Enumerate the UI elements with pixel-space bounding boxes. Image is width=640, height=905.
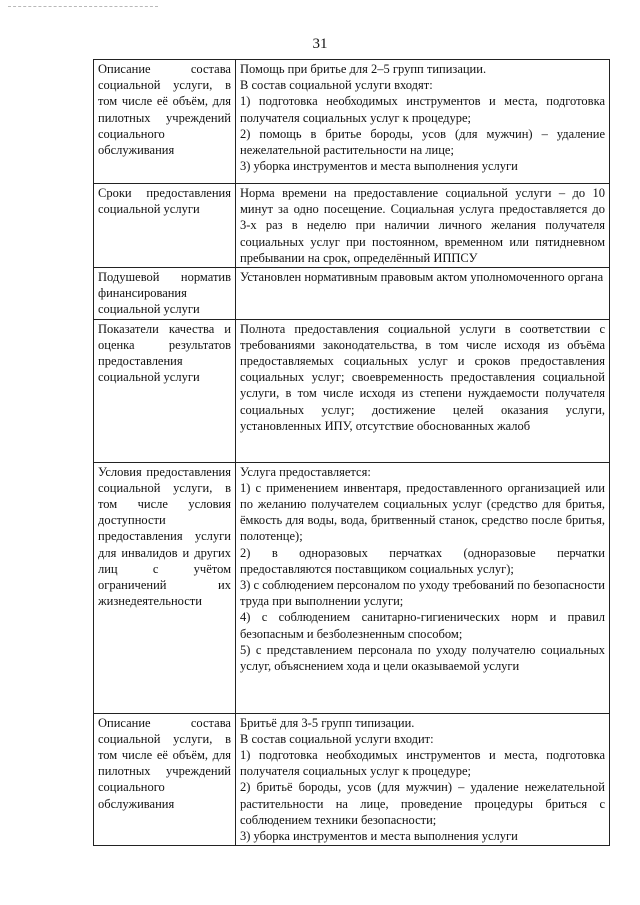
table-row (94, 60, 610, 184)
row-label: Показатели качества и оценка результатов предоставления социальной услуги (98, 321, 231, 385)
row-description-cell (236, 184, 610, 268)
description-paragraph: 2) помощь в бритье бороды, усов (для мужчин) – удаление нежелательной растительности на лице; (240, 126, 605, 158)
description-paragraph: 1) подготовка необходимых инструментов и места, подготовка получателя социальных услуг к процедуре; (240, 94, 605, 125)
table-row (94, 713, 610, 846)
row-label-cell (94, 319, 236, 462)
row-description-cell (236, 462, 610, 713)
row-label: Сроки предоставления социальной услуги (98, 186, 231, 217)
description-paragraph: 1) с применением инвентаря, предоставленного организацией или по желанию получателем социальных услуг (средство для бритья, ёмкость для воды, вода, бритвенный станок, средство после бритья, полотенце); (240, 480, 605, 544)
table-row (94, 268, 610, 320)
description-paragraph: Бритьё для 3-5 групп типизации. (240, 715, 415, 730)
description-paragraph: Полнота предоставления социальной услуги в соответствии с требованиями законодательства, в том числе исходя из объёма предоставляемых социальных услуг и сроков предоставления социальных услуг; своевременность предоставления социальной услуги, в том числе исходя из степени нуждаемости получателя социальных услуг; достижение целей оказания услуги, установленных ИПУ, отсутствие обоснованных жалоб (240, 321, 605, 433)
description-paragraph: 1) подготовка необходимых инструментов и места, подготовка получателя социальных услуг к процедуре; (240, 748, 605, 779)
row-description-cell (236, 268, 610, 320)
row-label: Описание состава социальной услуги, в том числе её объём, для пилотных учреждений социального обслуживания (98, 715, 231, 811)
description-paragraph: 3) с соблюдением персоналом по уходу требований по безопасности труда при выполнении услуги; (240, 578, 605, 609)
service-standard-table (93, 59, 610, 846)
description-paragraph: 4) с соблюдением санитарно-гигиенических норм и правил безопасным и безболезненным способом; (240, 610, 605, 641)
description-paragraph: Установлен нормативным правовым актом уполномоченного органа (240, 270, 604, 285)
row-label: Подушевой норматив финансирования социальной услуги (98, 270, 231, 317)
row-label-cell (94, 462, 236, 713)
scan-edge-marks (8, 6, 158, 13)
description-paragraph: В состав социальной услуги входит: (240, 731, 434, 746)
row-label-cell (94, 268, 236, 320)
description-paragraph: 2) бритьё бороды, усов (для мужчин) – удаление нежелательной растительности на лице, проведение процедуры бриться с соблюдением техники безопасности; (240, 780, 605, 827)
description-paragraph: 2) в одноразовых перчатках (одноразовые перчатки предоставляются поставщиком социальных услуг); (240, 545, 605, 576)
table-row (94, 184, 610, 268)
row-description-cell (236, 713, 610, 846)
description-paragraph: Услуга предоставляется: (240, 464, 371, 479)
description-paragraph: В состав социальной услуги входят: (240, 78, 433, 93)
row-label-cell (94, 184, 236, 268)
row-description-cell (236, 60, 610, 184)
row-label: Описание состава социальной услуги, в том числе её объём, для пилотных учреждений социального обслуживания (98, 62, 231, 158)
row-label-cell (94, 60, 236, 184)
description-paragraph: 3) уборка инструментов и места выполнения услуги (240, 159, 518, 174)
table-body (94, 60, 610, 846)
description-paragraph: Помощь при бритье для 2–5 групп типизации. (240, 62, 487, 76)
row-label: Условия предоставления социальной услуги, в том числе условия доступности предоставления услуги для инвалидов и других лиц с учётом ограничений их жизнедеятельности (98, 464, 231, 609)
description-paragraph: 5) с представлением персонала по уходу получателю социальных услуг, объяснением хода и цели оказываемой услуги (240, 642, 605, 674)
row-description-cell (236, 319, 610, 462)
description-paragraph: 3) уборка инструментов и места выполнения услуги (240, 829, 518, 844)
description-paragraph: Норма времени на предоставление социальной услуги – до 10 минут за одно посещение. Социальная услуга предоставляется до 3-х раз в неделю при наличии личного желания получателя социальных услуг при постоянном, временном или пятидневном пребывании на срок, определённый ИППСУ (240, 186, 605, 265)
table-row (94, 462, 610, 713)
page-number: 31 (312, 36, 328, 52)
table-row (94, 319, 610, 462)
row-label-cell (94, 713, 236, 846)
